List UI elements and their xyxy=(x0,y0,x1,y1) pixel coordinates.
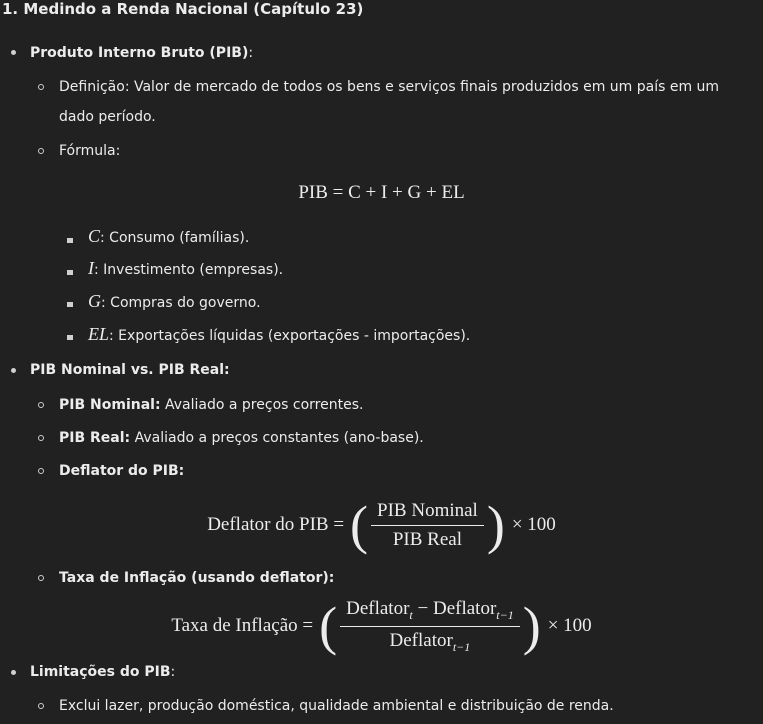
section-heading: 1. Medindo a Renda Nacional (Capítulo 23) xyxy=(2,0,364,18)
component-g xyxy=(88,291,261,313)
component-el xyxy=(88,324,470,346)
inflation-den-text: Deflator xyxy=(389,629,453,651)
bullet-ring xyxy=(38,148,44,154)
inflation-fraction xyxy=(340,598,520,655)
deflator-fraction xyxy=(371,500,484,551)
bullet-square xyxy=(67,302,73,307)
right-paren: ) xyxy=(486,495,505,555)
deflator-times: × 100 xyxy=(511,514,556,535)
deflator-formula xyxy=(0,495,763,555)
inflation-label: Taxa de Inflação (usando deflator): xyxy=(59,570,335,586)
component-g-symbol: G xyxy=(88,291,101,311)
component-el-symbol: EL xyxy=(88,324,110,344)
bullet-ring xyxy=(38,703,44,709)
component-i-desc: : Investimento (empresas). xyxy=(94,262,284,278)
bullet-dot xyxy=(11,368,16,373)
right-paren: ) xyxy=(522,596,541,656)
left-paren: ( xyxy=(350,495,369,555)
inflation-sub-t: t xyxy=(409,607,413,622)
pib-definition-line1: Definição: Valor de mercado de todos os bens e serviços finais produzidos em um país em um xyxy=(59,79,720,95)
deflator-lhs: Deflator do PIB = xyxy=(207,514,345,535)
inflation-times: × 100 xyxy=(547,615,592,636)
limitations-title-row xyxy=(30,662,175,682)
inflation-sub-t1: t−1 xyxy=(496,607,514,622)
deflator-label: Deflator do PIB: xyxy=(59,463,185,479)
inflation-minus: − xyxy=(417,597,429,619)
pib-nominal-text: Avaliado a preços correntes. xyxy=(160,397,364,413)
bullet-ring xyxy=(38,468,44,474)
bullet-square xyxy=(67,238,73,243)
pib-nominal-row xyxy=(59,395,363,415)
pib-formula xyxy=(0,180,763,206)
pib-nominal-label: PIB Nominal: xyxy=(59,397,161,413)
pib-real-row xyxy=(59,428,424,448)
inflation-formula xyxy=(0,596,763,656)
component-c-desc: : Consumo (famílias). xyxy=(100,230,250,246)
component-g-desc: : Compras do governo. xyxy=(101,295,261,311)
pib-real-text: Avaliado a preços constantes (ano-base). xyxy=(130,430,424,446)
left-paren: ( xyxy=(319,596,338,656)
deflator-denominator: PIB Real xyxy=(392,528,462,550)
pib-real-label: PIB Real: xyxy=(59,430,131,446)
component-el-desc: : Exportações líquidas (exportações - importações). xyxy=(109,328,471,344)
inflation-den-sub: t−1 xyxy=(452,639,471,654)
pib-title-suffix: : xyxy=(248,45,254,61)
pib-formula-text: PIB = C + I + G + EL xyxy=(298,182,465,203)
inflation-num-b: Deflator xyxy=(432,597,497,619)
inflation-lhs: Taxa de Inflação = xyxy=(171,615,314,636)
pib-title: Produto Interno Bruto (PIB) xyxy=(30,45,249,61)
pib-title-row xyxy=(30,43,253,63)
pib-definition-line2: dado período. xyxy=(59,109,156,125)
inflation-num-a: Deflator xyxy=(346,597,410,619)
component-c-symbol: C xyxy=(88,226,101,246)
bullet-ring xyxy=(38,575,44,581)
component-i xyxy=(88,258,283,280)
deflator-numerator: PIB Nominal xyxy=(371,500,484,526)
inflation-denominator xyxy=(384,627,477,655)
limitations-item: Exclui lazer, produção doméstica, qualidade ambiental e distribuição de renda. xyxy=(59,698,614,714)
component-i-symbol: I xyxy=(88,258,94,278)
bullet-square xyxy=(67,335,73,340)
bullet-square xyxy=(67,270,73,275)
bullet-ring xyxy=(38,435,44,441)
component-c xyxy=(88,226,249,248)
limitations-title-suffix: : xyxy=(170,664,176,680)
bullet-dot xyxy=(11,50,16,55)
bullet-dot xyxy=(11,670,16,675)
limitations-title: Limitações do PIB xyxy=(30,664,171,680)
inflation-numerator xyxy=(340,598,520,627)
bullet-ring xyxy=(38,402,44,408)
nominal-real-title: PIB Nominal vs. PIB Real: xyxy=(30,362,230,378)
bullet-ring xyxy=(38,84,44,90)
pib-formula-label: Fórmula: xyxy=(59,143,121,159)
